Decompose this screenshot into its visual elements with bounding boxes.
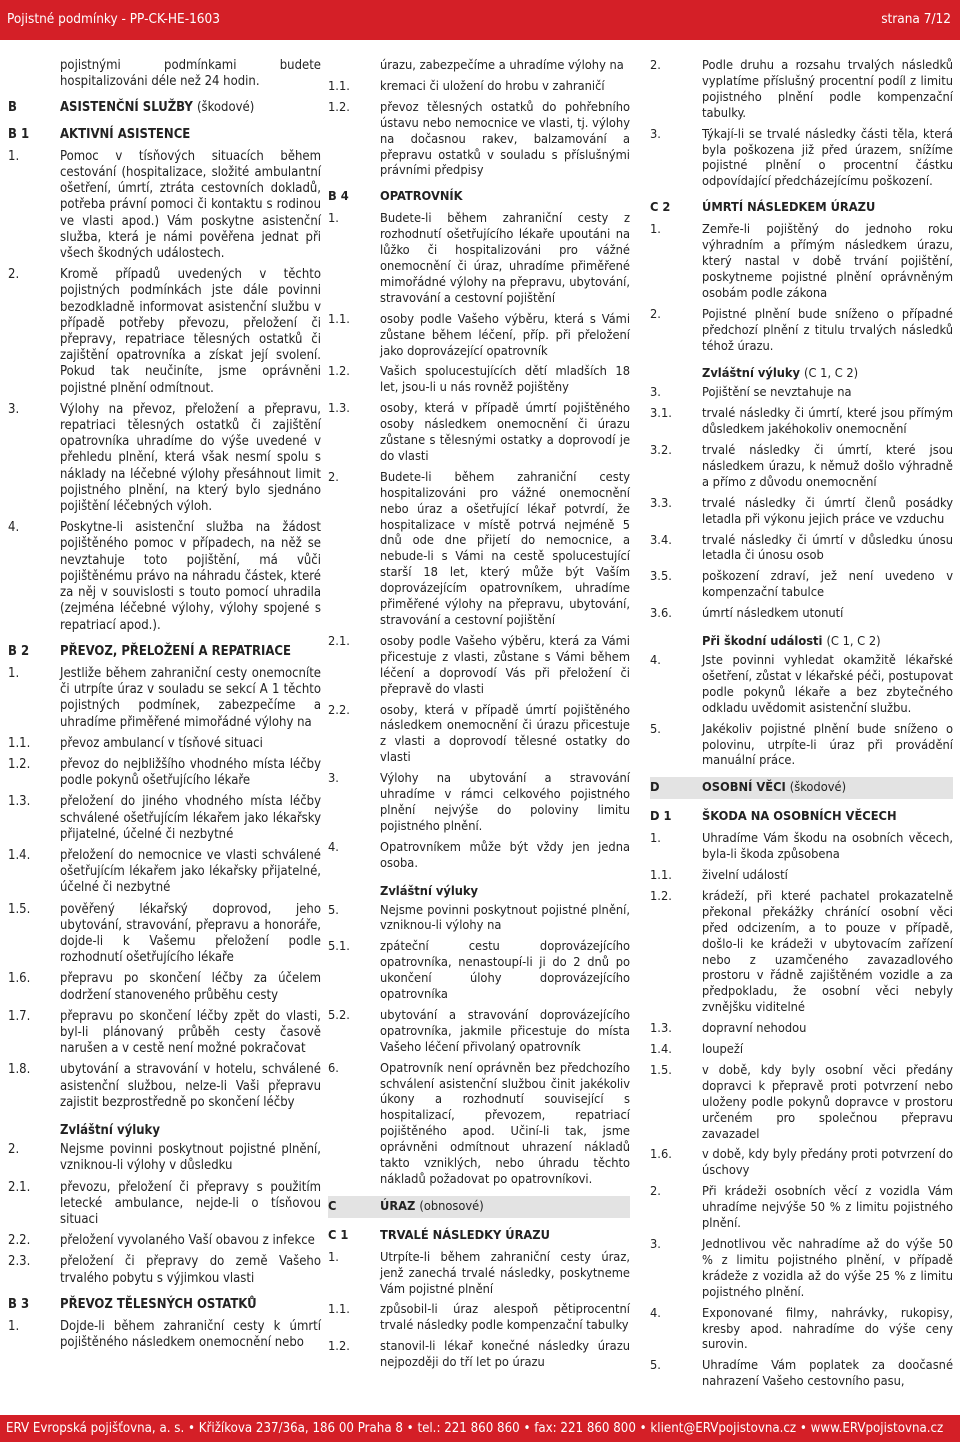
section-title-wrap <box>380 1228 630 1244</box>
subsection-note: (C 1, C 2) <box>804 366 859 382</box>
item-number: 3.6. <box>650 606 672 622</box>
item-text: Při krádeži osobních věcí z vozidla Vám uhradíme nejvýše 50 % z limitu pojistného plnění. <box>702 1184 953 1232</box>
item-number-spacer <box>8 58 60 90</box>
subsection-title-wrap <box>380 884 630 900</box>
section-title-wrap <box>702 200 953 216</box>
list-item <box>328 312 630 360</box>
list-item <box>8 149 321 262</box>
item-text: trvalé následky či úmrtí, které jsou následkem úrazu, k němuž došlo výhradně a přímo z důvodu onemocnění <box>702 443 953 490</box>
item-number-spacer <box>328 58 380 74</box>
item-text: loupeží <box>702 1042 744 1058</box>
item-text: Výlohy na ubytování a stravování uhradíme v rámci celkového pojistného plnění nejvýše do poloviny limitu pojistného plnění. <box>380 771 630 834</box>
section-title-wrap <box>380 1199 630 1215</box>
item-text: přepravu po skončení léčby za účelem dodržení stanoveného průběhu cesty <box>60 971 321 1003</box>
item-text: Exponované filmy, nahrávky, rukopisy, kresby apod. nahradíme do výše ceny surovin. <box>702 1305 953 1353</box>
page-header <box>0 0 960 40</box>
item-number: 1. <box>328 211 339 227</box>
list-item <box>328 211 630 306</box>
section-code: B 3 <box>8 1296 30 1312</box>
list-item <box>8 757 321 789</box>
item-text: osoby podle Vašeho výběru, která za Vámi přicestuje z vlasti, zůstane s Vámi během léčení a doprovodí Vás při přeložení či přepravě do vlasti <box>380 633 630 697</box>
item-text: přeložení či přepravy do země Vašeho trvalého pobytu s výjimkou vlasti <box>60 1254 321 1286</box>
section-title: ŠKODA NA OSOBNÍCH VĚCECH <box>702 809 897 825</box>
list-item <box>650 1237 953 1301</box>
item-number: 1.7. <box>8 1008 31 1024</box>
item-text: úrazu, zabezpečíme a uhradíme výlohy na <box>380 58 624 73</box>
item-text: dopravní nehodou <box>702 1021 807 1037</box>
item-number: 1.2. <box>8 756 31 772</box>
item-number-spacer <box>650 366 702 382</box>
list-item <box>650 569 953 601</box>
list-item <box>650 1042 953 1058</box>
document-title: Pojistné podmínky - PP-CK-HE-1603 <box>7 11 220 27</box>
section-title-wrap <box>60 127 321 143</box>
item-text: trvalé následky či úmrtí, které jsou přímým důsledkem jakéhokoliv onemocnění <box>702 406 953 438</box>
list-item <box>650 868 953 884</box>
item-number-spacer <box>328 884 380 900</box>
item-number: 1. <box>328 1249 339 1265</box>
list-item <box>8 736 321 752</box>
list-item <box>8 1180 321 1229</box>
item-number: 3.1. <box>650 406 672 422</box>
item-number: 1.1. <box>8 735 31 751</box>
item-number: 1.2. <box>328 1339 350 1355</box>
item-number: 5. <box>650 721 661 737</box>
item-text: Poskytne-li asistenční služba na žádost pojištěného pomoc v případech, na něž se nevztahuje toto pojištění, má vůči pojištěnému právo na náhradu částek, které za něj v souvislosti s touto pomocí uhradila (zejména léčebné výlohy, výlohy spojené s repatriací apod.). <box>60 520 321 633</box>
list-item <box>8 520 321 633</box>
item-number: 1.2. <box>328 99 350 115</box>
section-heading <box>8 100 321 116</box>
list-item <box>8 902 321 967</box>
list-item <box>328 364 630 396</box>
list-item <box>8 1319 321 1351</box>
subsection-heading <box>650 634 953 650</box>
list-item <box>650 1306 953 1354</box>
item-number: 2. <box>8 267 20 283</box>
item-text: převozu, přeložení či přepravy s použitím letecké ambulance, nejde-li o tísňovou situaci <box>60 1179 321 1227</box>
item-number: 5. <box>328 902 339 918</box>
item-text: živelní událostí <box>702 867 788 883</box>
item-text: poškození zdraví, jež není uvedeno v kompenzační tabulce <box>702 569 953 601</box>
section-code: D 1 <box>650 809 672 825</box>
list-item <box>328 903 630 935</box>
item-number-spacer <box>650 634 702 650</box>
section-code: D <box>650 780 660 796</box>
list-item <box>650 1147 953 1179</box>
item-text: krádeží, při které pachatel prokazatelně překonal překážky chránící osobní věci před odcizením, a to pouze v případě, došlo-li ke krádeži v ubytovacím zařízení nebo z uzamčeného zavazadlového prostoru v řádně zajištěném vozidle a za předpokladu, že osobní věci nebyly zvnějšku viditelné <box>702 888 953 1016</box>
section-heading <box>328 1196 630 1218</box>
list-item <box>650 222 953 302</box>
item-number: 1.1. <box>650 867 672 883</box>
item-number: 2. <box>650 58 661 73</box>
column-middle <box>328 58 630 1376</box>
list-item <box>650 889 953 1016</box>
item-text: Pojistné plnění bude sníženo o případné předchozí plnění z titulu trvalých následků téhož úrazu. <box>702 306 953 354</box>
section-title: PŘEVOZ, PŘELOŽENÍ A REPATRIACE <box>60 643 291 659</box>
item-text: Uhradíme Vám poplatek za doočasné nahrazení Vašeho cestovního pasu, <box>702 1358 953 1390</box>
item-text: přeložení do nemocnice ve vlasti schválené ošetřujícím lékařem jako lékařsky přijatelné, účelné či nezbytné <box>60 847 321 896</box>
list-item <box>8 1142 321 1174</box>
item-number: 1.4. <box>8 847 31 863</box>
section-heading <box>8 644 321 660</box>
list-item <box>8 971 321 1003</box>
section-title: PŘEVOZ TĚLESNÝCH OSTATKŮ <box>60 1296 257 1312</box>
item-text: Vašich spolucestujících dětí mladších 18 let, jsou-li u nás rovněž pojištěny <box>380 364 630 396</box>
list-item <box>328 703 630 767</box>
item-number: 4. <box>8 520 20 536</box>
item-text: Utrpíte-li během zahraniční cesty úraz, jenž zanechá trvalé následky, poskytneme Vám pojistné plnění <box>380 1249 630 1297</box>
section-note: (škodové) <box>196 100 255 116</box>
footer-contact: ERV Evropská pojišťovna, a. s. • Křižíkova 237/36a, 186 00 Praha 8 • tel.: 221 860 860 • fax: 221 860 800 • klient@ERVpojistovna.cz • www.ERVpojistovna.cz <box>6 1421 944 1436</box>
list-item <box>328 79 630 95</box>
section-heading <box>8 1297 321 1313</box>
item-text: osoby podle Vašeho výběru, která s Vámi zůstane během léčení, příp. při přeložení jako doprovázející opatrovník <box>380 311 630 359</box>
list-item <box>650 1021 953 1037</box>
list-item <box>650 1358 953 1390</box>
list-item <box>650 58 953 122</box>
section-title-wrap <box>702 780 953 796</box>
section-title-wrap <box>380 189 630 205</box>
item-number: 1.6. <box>8 971 31 987</box>
item-text: Pojištění se nevztahuje na <box>702 385 852 401</box>
section-code: B <box>8 100 17 116</box>
item-number: 2. <box>650 306 661 322</box>
item-text: Výlohy na převoz, přeložení a přepravu, repatriaci tělesných ostatků či zajištění opatrovníka uhradíme do výše uvedené v přehledu plnění, která však nesmí spolu s náklady na léčebné výlohy přesáhnout limit pojistného plnění, na který bylo sjednáno pojištění léčebných výloh. <box>60 401 321 515</box>
subsection-heading <box>650 366 953 382</box>
item-number: 2. <box>650 1184 661 1200</box>
list-item <box>328 1061 630 1188</box>
item-number: 1.3. <box>650 1021 672 1037</box>
item-text: přepravu po skončení léčby zpět do vlasti, byl-li plánovaný průběh cesty časově narušen a v cestě není možné pokračovat <box>60 1008 321 1057</box>
item-number: 1. <box>8 665 20 681</box>
section-title: OSOBNÍ VĚCI <box>702 780 786 796</box>
list-item <box>8 1009 321 1058</box>
item-number: 1.1. <box>328 1302 350 1318</box>
subsection-title-wrap <box>702 366 953 382</box>
item-text: úmrtí následkem utonutí <box>702 606 844 622</box>
item-number: 4. <box>650 653 661 668</box>
section-code: B 2 <box>8 643 30 659</box>
list-item <box>328 1008 630 1056</box>
item-number: 5.1. <box>328 939 350 955</box>
section-title: OPATROVNÍK <box>380 189 463 205</box>
item-text: Pomoc v tísňových situacích během cestování (hospitalizace, složité ambulantní ošetření, úmrtí, ztráta cestovních dokladů, potřeba právní pomoci či kontaktu s rodinou ve vlasti apod.) Vám poskytne asistenční služba, která je námi pověřena jednat při všech škodných událostech. <box>60 148 321 262</box>
item-number: 2.2. <box>328 702 350 718</box>
section-heading <box>328 189 630 205</box>
item-text: v době, kdy byly předány proti potvrzení do úschovy <box>702 1147 954 1179</box>
section-heading <box>8 127 321 143</box>
list-item <box>650 533 953 565</box>
list-item <box>650 307 953 355</box>
list-item <box>8 848 321 897</box>
item-text: Jste povinni vyhledat okamžitě lékařské ošetření, zůstat v lékařské péči, postupovat podle pokynů lékaře a bez zbytečného odkladu uvědomit asistenční službu. <box>702 653 953 716</box>
item-text: Opatrovníkem může být vždy jen jedna osoba. <box>380 839 630 871</box>
subsection-note: (C 1, C 2) <box>826 634 881 650</box>
list-item <box>650 496 953 528</box>
item-number: 2.3. <box>8 1254 31 1270</box>
item-text: trvalé následky či úmrtí členů posádky letadla při výkonu jejich práce ve vzduchu <box>702 495 953 527</box>
continued-text <box>8 58 321 90</box>
item-text: Týkají-li se trvalé následky části těla, která byla poškozena již před úrazem, snížíme pojistné plnění o procentní částku odpovídající předcházejícímu poškození. <box>702 126 953 190</box>
list-item <box>328 771 630 835</box>
list-item <box>650 443 953 491</box>
item-number: 1. <box>650 831 661 847</box>
section-title: ÚRAZ <box>380 1198 416 1214</box>
page-footer <box>0 1415 960 1442</box>
section-code: C 1 <box>328 1227 349 1243</box>
item-number: 1.3. <box>328 401 350 417</box>
item-number: 4. <box>650 1305 661 1321</box>
item-number: 1.1. <box>328 78 350 94</box>
list-item <box>328 634 630 698</box>
list-item <box>650 722 953 770</box>
item-number: 1. <box>8 148 20 164</box>
list-item <box>650 406 953 438</box>
item-text: ubytování a stravování v hotelu, schválené asistenční službou, nelze-li Vaši přepravu zajistit bezprostředně po skončení léčby <box>60 1062 321 1110</box>
subsection-title: Při škodní události <box>702 634 823 650</box>
item-number: 1.3. <box>8 794 31 810</box>
section-title: ASISTENČNÍ SLUŽBY <box>60 100 193 116</box>
item-number: 3.2. <box>650 443 672 459</box>
section-code: C <box>328 1198 337 1214</box>
list-item <box>328 1339 630 1371</box>
item-text: přeložení do jiného vhodného místa léčby schválené ošetřujícím lékařem jako lékařsky přijatelné, účelné či nezbytné <box>60 794 321 842</box>
section-title-wrap <box>702 809 953 825</box>
item-text: Kromě případů uvedených v těchto pojistných podmínkách jste dále povinni bezodkladně informovat asistenční službu v případě potřeby převozu, přeložení či přepravy, repatriace tělesných ostatků či zajištění opatrovníka a získat její svolení. Pokud tak neučiníte, jsme oprávněni pojistné plnění odmítnout. <box>60 267 321 396</box>
section-heading <box>650 809 953 825</box>
item-text: Jakékoliv pojistné plnění bude sníženo o polovinu, utrpíte-li úraz při provádění manuální práce. <box>702 721 953 769</box>
list-item <box>650 127 953 191</box>
list-item <box>328 1302 630 1334</box>
section-code: B 4 <box>328 189 349 205</box>
item-number: 5. <box>650 1358 661 1374</box>
section-title-wrap <box>60 1297 321 1313</box>
item-text: osoby, která v případě úmrtí pojištěného osoby následkem onemocnění či úrazu zůstane s tělesnými ostatky a doprovodí je do vlasti <box>380 401 630 464</box>
item-text: Nejsme povinni poskytnout pojistné plnění, vzniknou-li výlohy v důsledku <box>60 1142 321 1174</box>
list-item <box>8 1254 321 1286</box>
item-number: 3.3. <box>650 495 672 511</box>
item-number: 1.8. <box>8 1062 31 1078</box>
item-text: převoz do nejbližšího vhodného místa léčby podle pokynů ošetřujícího lékaře <box>60 756 321 789</box>
item-text: Podle druhu a rozsahu trvalých následků vyplatíme příslušný procentní podíl z limitu pojistného plnění podle kompenzační tabulky. <box>702 58 953 121</box>
item-text: pojistnými podmínkami budete hospitalizováni déle než 24 hodin. <box>60 58 321 90</box>
item-number: 2.1. <box>8 1179 31 1195</box>
section-heading <box>650 777 953 799</box>
subsection-title-wrap <box>60 1123 321 1139</box>
item-number: 1.2. <box>328 364 350 380</box>
list-item <box>328 100 630 180</box>
list-item <box>650 653 953 717</box>
item-number: 3. <box>8 401 20 417</box>
item-text: Budete-li během zahraniční cesty hospitalizováni pro vážné onemocnění nebo úraz a ošetřující lékař potvrdí, že hospitalizace v místě potrvá nejméně 5 dnů ode dne přijetí do nemocnice, a nebude-li s Vámi na cestě spolucestující starší 18 let, který může být Vaším doprovázejícím opatrovníkem, uhradíme přiměřené výlohy na přepravu, ubytování, stravování a cestovní pojištění <box>380 469 630 628</box>
list-item <box>328 939 630 1003</box>
item-text: stanovil-li lékař konečné následky úrazu nejpozději do tří let po úrazu <box>380 1339 630 1371</box>
item-number: 6. <box>328 1060 339 1076</box>
section-heading <box>650 200 953 216</box>
item-text: Nejsme povinni poskytnout pojistné plnění, vzniknou-li výlohy na <box>380 902 630 934</box>
section-heading <box>328 1228 630 1244</box>
list-item <box>8 666 321 731</box>
section-code: B 1 <box>8 126 30 142</box>
list-item <box>328 840 630 872</box>
item-number: 3.5. <box>650 569 672 585</box>
item-number: 3. <box>650 126 661 142</box>
item-number: 3. <box>328 771 339 787</box>
item-number: 1.4. <box>650 1042 672 1058</box>
list-item <box>8 1233 321 1249</box>
subsection-heading <box>8 1123 321 1139</box>
section-title: ÚMRTÍ NÁSLEDKEM ÚRAZU <box>702 200 876 216</box>
item-number: 2. <box>8 1142 20 1158</box>
section-title: TRVALÉ NÁSLEDKY ÚRAZU <box>380 1227 550 1243</box>
list-item <box>328 401 630 465</box>
item-number: 3. <box>650 385 661 401</box>
subsection-title: Zvláštní výluky <box>702 366 801 382</box>
item-number: 1.5. <box>650 1062 672 1078</box>
list-item <box>650 1184 953 1232</box>
item-number: 1.1. <box>328 311 350 327</box>
subsection-title: Zvláštní výluky <box>380 883 479 899</box>
item-text: zpáteční cestu doprovázejícího opatrovníka, nenastoupí-li ji do 2 dnů po ukončení úlohy doprovázejícího opatrovníka <box>380 939 630 1003</box>
item-number: 1.6. <box>650 1147 672 1163</box>
item-number: 1. <box>8 1319 20 1335</box>
item-number: 2.2. <box>8 1233 31 1249</box>
item-text: převoz ambulancí v tísňové situaci <box>60 735 263 751</box>
list-item <box>328 1250 630 1298</box>
section-note: (škodové) <box>789 780 847 796</box>
list-item <box>650 385 953 401</box>
item-number: 5.2. <box>328 1007 350 1023</box>
list-item <box>650 606 953 622</box>
section-note: (obnosové) <box>419 1198 484 1214</box>
item-text: ubytování a stravování doprovázejícího opatrovníka, jakmile přicestuje do místa Vašeho léčení přivolaný opatrovník <box>380 1007 630 1055</box>
section-title-wrap <box>60 644 321 660</box>
item-text: osoby, která v případě úmrtí pojištěného následkem onemocnění či úrazu přicestuje z vlasti a doprovodí tělesné ostatky do vlasti <box>380 702 630 766</box>
item-text: Jestliže během zahraniční cesty onemocníte či utrpíte úraz v souladu se sekcí A 1 těchto pojistných podmínek, zabezpečíme a uhradíme přiměřené mimořádné výlohy na <box>60 665 321 730</box>
item-text: Dojde-li během zahraniční cesty k úmrtí pojištěného následkem onemocnění nebo <box>60 1319 321 1351</box>
item-number: 1. <box>650 222 661 238</box>
item-number: 4. <box>328 839 339 855</box>
list-item <box>328 470 630 629</box>
list-item <box>8 794 321 843</box>
item-text: Jednotlivou věc nahradíme až do výše 50 % z limitu pojistného plnění, v případě krádeže z vozidla až do výše 25 % z limitu pojistného plnění. <box>702 1237 953 1300</box>
item-text: pověřený lékařský doprovod, jeho ubytování, stravování, přepravu a honoráře, dojde-li k Vašemu přeložení podle rozhodnutí ošetřujícího lékaře <box>60 901 321 966</box>
item-number: 3.4. <box>650 532 672 548</box>
list-item <box>8 1062 321 1111</box>
item-text: převoz tělesných ostatků do pohřebního ústavu nebo nemocnice ve vlasti, tj. výlohy na dočasnou rakev, balzamování a přepravu ostatků v souladu s příslušnými právními předpisy <box>380 99 630 179</box>
list-item <box>8 402 321 515</box>
item-number: 1.2. <box>650 888 672 904</box>
item-text: Opatrovník není oprávněn bez předchozího schválení asistenční službou činit jakékoliv úkony a rozhodnutí související s hospitalizací, převozem, repatriací pojištěného apod. Učiní-li tak, jsme oprávněni odmítnout uhrazení nákladů takto vzniklých, nebo úhradu těchto nákladů požadovat po opatrovníkovi. <box>380 1060 630 1187</box>
item-number: 2. <box>328 469 339 485</box>
list-item <box>8 267 321 397</box>
item-text: způsobil-li úraz alespoň pětiprocentní trvalé následky podle kompenzační tabulky <box>380 1302 630 1334</box>
item-number-spacer <box>8 1123 60 1139</box>
subsection-heading <box>328 884 630 900</box>
item-number: 3. <box>650 1237 661 1252</box>
section-title: AKTIVNÍ ASISTENCE <box>60 126 191 142</box>
list-item <box>650 831 953 863</box>
section-code: C 2 <box>650 200 671 216</box>
item-text: přeložení vyvolaného Vaší obavou z infekce <box>60 1233 315 1249</box>
subsection-title-wrap <box>702 634 953 650</box>
list-item <box>650 1063 953 1143</box>
item-number: 2.1. <box>328 633 350 649</box>
column-left <box>8 58 321 1356</box>
item-text: Uhradíme Vám škodu na osobních věcech, byla-li škoda způsobena <box>702 831 953 863</box>
subsection-title: Zvláštní výluky <box>60 1122 160 1138</box>
item-text: Budete-li během zahraniční cesty z rozhodnutí ošetřujícího lékaře upoutáni na lůžko či hospitalizováni pro vážné onemocnění či úraz, uhradíme přiměřené mimořádné výlohy na přepravu, ubytování, stravování a cestovní pojištění <box>380 211 630 306</box>
item-number: 1.5. <box>8 901 31 917</box>
continued-text <box>328 58 630 74</box>
column-right <box>650 58 953 1395</box>
item-text: v době, kdy byly osobní věci předány dopravci k přepravě proti potvrzení nebo uloženy podle pokynů dopravce v prostoru určeném pro společnou přepravu zavazadel <box>702 1062 953 1142</box>
item-text: kremaci či uložení do hrobu v zahraničí <box>380 78 605 94</box>
page-number: strana 7/12 <box>881 11 951 27</box>
item-text: trvalé následky či úmrtí v důsledku únosu letadla či únosu osob <box>702 532 953 564</box>
item-text: Zemře-li pojištěný do jednoho roku výhradním a přímým následkem úrazu, který nastal v době trvání pojištění, poskytneme pojistné plnění oprávněným osobám podle zákona <box>702 222 953 301</box>
section-title-wrap <box>60 100 321 116</box>
